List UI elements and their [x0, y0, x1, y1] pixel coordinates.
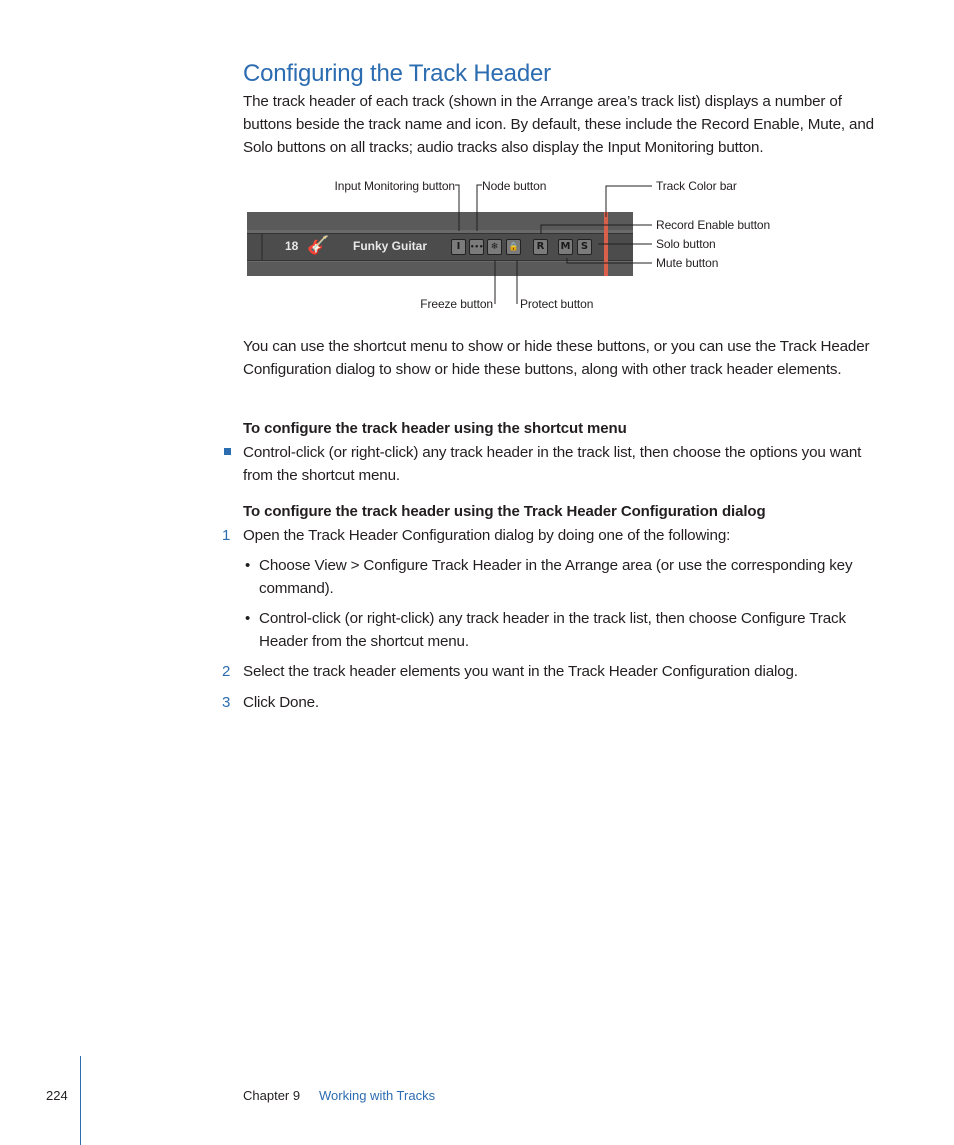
footer-chapter: Chapter 9 — [243, 1088, 301, 1103]
step-number: 3 — [222, 694, 231, 711]
callout-mute: Mute button — [656, 256, 719, 270]
callout-node: Node button — [482, 179, 547, 193]
solo-button[interactable]: S — [577, 239, 592, 255]
footer-divider — [80, 1056, 81, 1145]
step-number: 1 — [222, 527, 231, 544]
callout-input-monitoring: Input Monitoring button — [334, 179, 455, 193]
callout-lines — [0, 0, 954, 330]
callout-record-enable: Record Enable button — [656, 218, 771, 232]
node-button[interactable]: ••• — [469, 239, 484, 255]
step-1-text: Open the Track Header Configuration dialog by doing one of the following: — [243, 527, 731, 544]
input-monitoring-button[interactable]: I — [451, 239, 466, 255]
freeze-button[interactable]: ❄ — [487, 239, 502, 255]
callout-solo: Solo button — [656, 237, 716, 251]
protect-button[interactable]: 🔒 — [506, 239, 521, 255]
mute-button[interactable]: M — [558, 239, 573, 255]
step-number: 2 — [222, 663, 231, 680]
step-3-text: Click Done. — [243, 694, 320, 711]
sub-bullet-1: Choose View > Configure Track Header in the Arrange area (or use the corresponding key command). — [259, 557, 853, 597]
sub-bullet-dot: • — [245, 610, 251, 627]
page-number: 224 — [46, 1088, 68, 1103]
callout-protect: Protect button — [520, 297, 594, 311]
sub-bullet-dot: • — [245, 557, 251, 574]
record-enable-button[interactable]: R — [533, 239, 548, 255]
callout-track-color: Track Color bar — [656, 179, 737, 193]
sub-bullet-2: Control-click (or right-click) any track header in the track list, then choose Configure Track Header from the shortcut menu. — [259, 610, 846, 650]
guitar-icon: 🎸 — [307, 235, 330, 255]
section2-heading: To configure the track header using the Track Header Configuration dialog — [243, 503, 766, 520]
track-name: Funky Guitar — [353, 239, 428, 253]
paragraph-2: You can use the shortcut menu to show or hide these buttons, or you can use the Track Header Configuration dialog to show or hide these buttons, along with other track header elements. — [243, 338, 870, 378]
footer-chapter-link[interactable]: Working with Tracks — [319, 1088, 436, 1103]
section1-bullet: Control-click (or right-click) any track header in the track list, then choose the options you want from the shortcut menu. — [243, 444, 862, 484]
bullet-marker — [224, 448, 231, 455]
track-number: 18 — [285, 239, 299, 253]
section1-heading: To configure the track header using the shortcut menu — [243, 420, 627, 437]
intro-paragraph: The track header of each track (shown in the Arrange area’s track list) displays a number of buttons beside the track name and icon. By default, these include the Record Enable, Mute, and Solo buttons on all tracks; audio tracks also display the Input Monitoring button. — [243, 93, 874, 156]
step-2-text: Select the track header elements you want in the Track Header Configuration dialog. — [243, 663, 798, 680]
callout-freeze: Freeze button — [420, 297, 493, 311]
page-title: Configuring the Track Header — [243, 60, 551, 87]
